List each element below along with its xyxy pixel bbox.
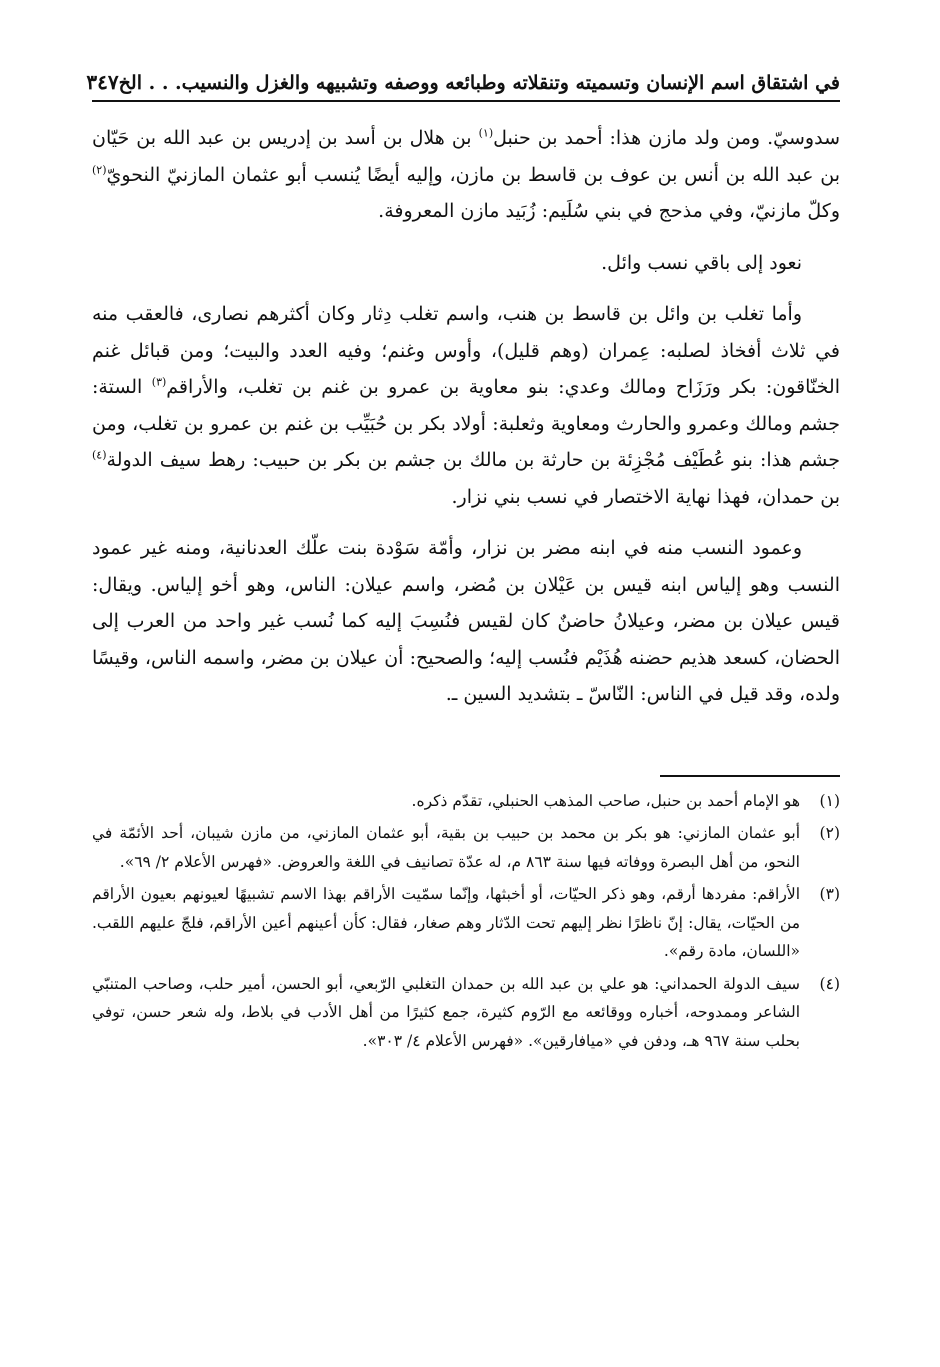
footnotes (92, 787, 840, 1056)
footnote-ref-4: (٤) (92, 448, 107, 462)
paragraph-taghlib (92, 296, 840, 515)
footnote-3 (92, 880, 840, 966)
footnote-text: الأراقم: مفردها أرقم، وهو ذكر الحيّات، أو أخبثها، وإنّما سمّيت الأراقم بهذا الاسم تشبيهًا لعيونهم بعيون الأراقم من الحيّات، يقال: إنّ ناظرًا نظر إليهم تحت الدّثار وهم صغار، فقال: كأن أعينهم أعين الأراقم، فلجّ عليهم اللقب. «اللسان، مادة رقم». (92, 885, 800, 960)
footnote-number: (٤) (819, 974, 840, 993)
footnote-1 (92, 787, 840, 816)
footnote-ref-1: (١) (478, 126, 494, 140)
footnote-text: سيف الدولة الحمداني: هو علي بن عبد الله بن حمدان التغلبي الرّبعي، أبو الحسن، أمير حلب، وصاحب المتنبّي الشاعر وممدوحه، أخباره ووقائعه مع الرّوم كثيرة، جمع كثيرًا من أهل الأدب في بلاط، وله شعر حسن، توفي بحلب سنة ٩٦٧ هـ، ودفن في «ميافارقين». «فهرس الأعلام ٤/ ٣٠٣». (92, 974, 801, 1050)
page-number: ٣٤٧ (86, 70, 119, 94)
footnote-text: هو الإمام أحمد بن حنبل، صاحب المذهب الحنبلي، تقدّم ذكره. (411, 791, 800, 810)
text-run: وكلّ مازنيّ، وفي مذحج في بني سُلَيم: زُبَيد مازن المعروفة. (378, 200, 840, 222)
paragraph-mudar (92, 530, 840, 713)
paragraph-return-to-wail (92, 245, 840, 282)
main-text (92, 120, 840, 713)
footnote-separator (660, 775, 840, 777)
footnote-4 (92, 970, 840, 1056)
footnote-text: أبو عثمان المازني: هو بكر بن محمد بن حبيب بن بقية، أبو عثمان المازني، من مازن شيبان، أحد الأئمّة في النحو، من أهل البصرة ووفاته فيها سنة ٨٦٣ م، له عدّة تصانيف في اللغة والعروض. «فهرس الأعلام ٢/ ٦٩». (92, 824, 800, 871)
text-run: نعود إلى باقي نسب وائل. (601, 251, 802, 274)
running-header-title: في اشتقاق اسم الإنسان وتسميته وتنقلاته وطبائعه ووصفه وتشبيهه والغزل والنسيب. . . الخ (118, 72, 840, 94)
footnote-ref-2: (٢) (92, 163, 107, 177)
footnote-number: (٢) (819, 824, 840, 842)
paragraph-mazin-lineage (92, 120, 840, 230)
text-run: سدوسيّ. ومن ولد مازن هذا: أحمد بن حنبل (493, 127, 840, 149)
footnote-2 (92, 819, 840, 876)
text-run: وعمود النسب منه في ابنه مضر بن نزار، وأمّة سَوْدة بنت علّك العدنانية، ومنه غير عمود النسب وهو إلياس ابنه قيس بن عَيْلان بن مُضر، واسم عيلان: الناس، وهو أخو إلياس. ويقال: قيس عيلان بن مضر، وعيلانُ حاضنٌ كان لقيس فنُسِبَ إليه كما نُسب غير واحد من العرب إلى الحضان، كسعد هذيم حضنه هُذَيْم فنُسب إليه؛ والصحيح: أن عيلان بن مضر، واسمه الناس، وقيسًا ولده، وقد قيل في الناس: النّاسّ ـ بتشديد السين ـ. (92, 537, 840, 705)
text-run: وأما تغلب بن وائل بن قاسط بن هنب، واسم تغلب دِثار وكان أكثرهم نصارى، فالعقب منه في ثلاث أفخاذ لصلبه: عِمران (وهم قليل)، وأوس وغنم؛ وفيه العدد والبيت؛ ومن قبائل غنم الخنّاقون: بكر ورَزَاح ومالك وعدي: بنو معاوية بن عمرو بن غنم بن تغلب، والأراقم (92, 303, 840, 398)
book-page (86, 70, 840, 1059)
text-run: الستة: جشم ومالك وعمرو والحارث ومعاوية وثعلبة: أولاد بكر بن حُبَيِّب بن غنم بن عمرو بن تغلب، ومن جشم هذا: بنو عُطَيْف مُجْزِئة بن حارثة بن مالك بن جشم بن بكر بن حبيب: رهط سيف الدولة (92, 376, 840, 471)
text-run: بن حمدان، فهذا نهاية الاختصار في نسب بني نزار. (451, 485, 840, 508)
footnote-number: (١) (819, 791, 840, 810)
text-run: بن هلال بن أسد بن إدريس بن عبد الله بن حَيّان بن عبد الله بن أنس بن عوف بن قاسط بن مازن، وإليه أيضًا يُنسب أبو عثمان المازنيّ النحويّ (92, 127, 840, 186)
footnote-number: (٣) (819, 885, 840, 903)
footnote-ref-3: (٣) (151, 375, 167, 389)
running-header (86, 70, 840, 102)
